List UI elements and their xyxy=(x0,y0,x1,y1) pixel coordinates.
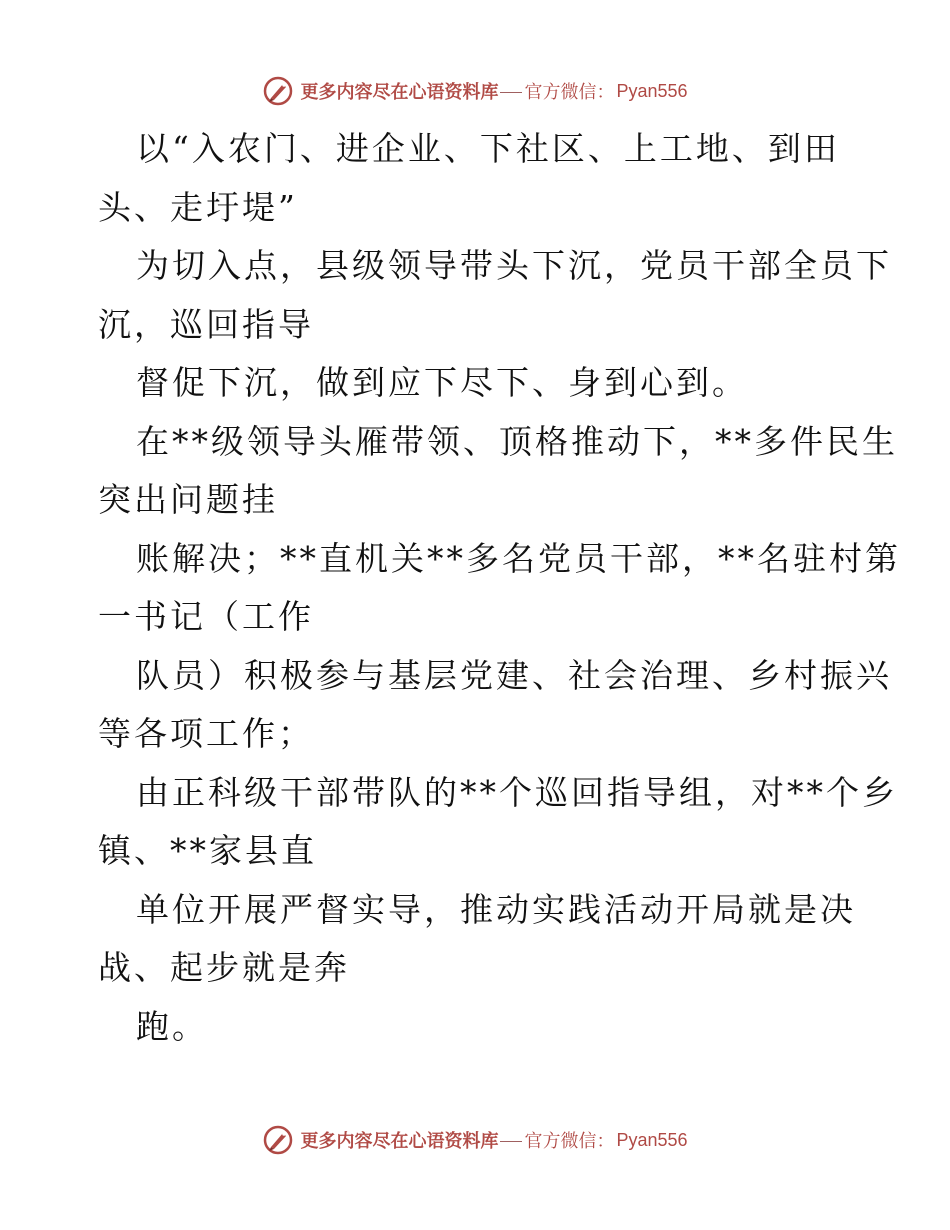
body-line: 以“入农门、进企业、下社区、上工地、到田 xyxy=(136,129,840,168)
body-line: 队员）积极参与基层党建、社会治理、乡村振兴 xyxy=(136,655,892,695)
body-line: 战、起步就是奔 xyxy=(98,948,350,987)
document-body xyxy=(98,120,901,1056)
body-line: 头、走圩堤” xyxy=(98,187,298,227)
body-line: 账解决；**直机关**多名党员干部，**名驻村第 xyxy=(136,538,901,578)
footer-dash xyxy=(500,1141,522,1142)
header-dash xyxy=(500,92,522,93)
body-line: 沉，巡回指导 xyxy=(98,304,314,344)
body-line: 跑。 xyxy=(136,1006,208,1046)
header-wechat-id: Pyan556 xyxy=(616,80,688,101)
body-line: 等各项工作； xyxy=(98,714,314,753)
body-line: 单位开展严督实导，推动实践活动开局就是决 xyxy=(136,889,856,929)
footer-label: 官方微信： xyxy=(524,1131,615,1152)
pen-logo-icon xyxy=(262,1124,294,1156)
header-label: 官方微信： xyxy=(524,82,615,103)
body-line: 镇、**家县直 xyxy=(98,831,317,870)
body-line: 突出问题挂 xyxy=(98,480,278,519)
body-line: 为切入点，县级领导带头下沉，党员干部全员下 xyxy=(136,246,892,285)
footer-banner xyxy=(0,1120,950,1160)
footer-wechat-id: Pyan556 xyxy=(616,1129,688,1150)
body-line: 在**级领导头雁带领、顶格推动下，**多件民生 xyxy=(136,421,898,461)
body-line: 督促下沉，做到应下尽下、身到心到。 xyxy=(136,363,748,402)
header-title: 更多内容尽在心语资料库 xyxy=(300,82,499,103)
body-line: 一书记（工作 xyxy=(98,597,314,636)
header-banner xyxy=(0,71,950,111)
pen-logo-icon xyxy=(262,75,294,107)
footer-title: 更多内容尽在心语资料库 xyxy=(300,1131,499,1152)
body-line: 由正科级干部带队的**个巡回指导组，对**个乡 xyxy=(136,772,898,812)
